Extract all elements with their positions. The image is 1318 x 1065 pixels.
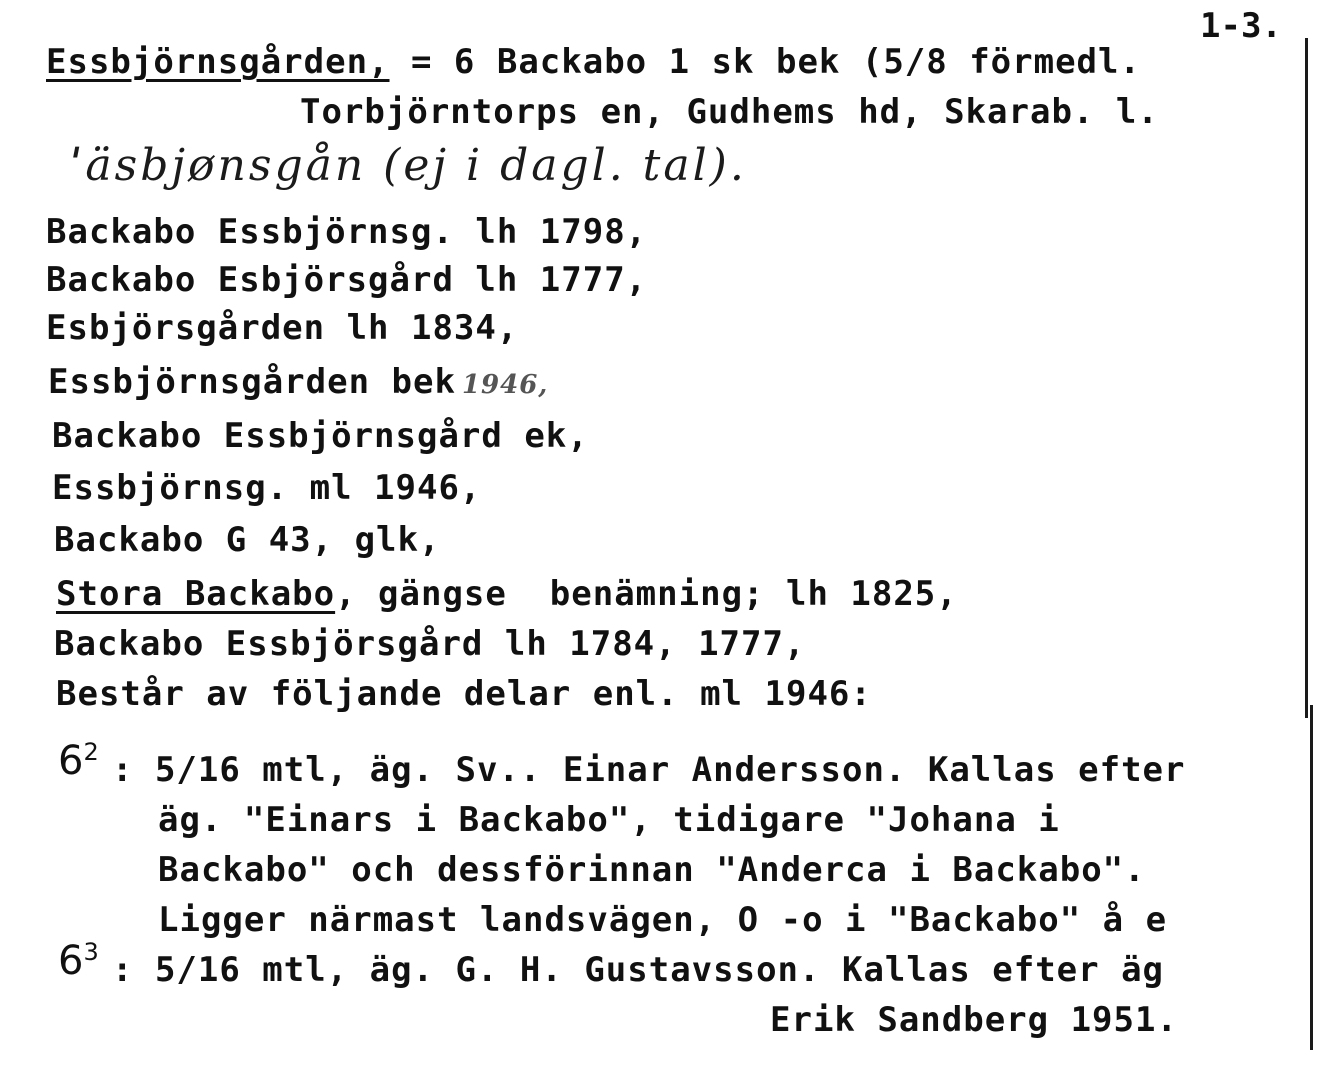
part-line: : 5/16 mtl, äg. G. H. Gustavsson. Kallas efter äg xyxy=(112,950,1165,990)
part-label: $6^3$ xyxy=(58,938,99,984)
card-number: 1-3. xyxy=(1200,6,1282,46)
form-line: Essbjörnsg. ml 1946, xyxy=(52,468,482,508)
part-line: Backabo" och dessförinnan "Anderса i Backabo". xyxy=(158,850,1146,890)
form-line: Backabo Essbjörnsgård ek, xyxy=(52,416,589,456)
part-line: äg. "Einars i Backabo", tidigare "Johana i xyxy=(158,800,1060,840)
header-line-1 xyxy=(46,42,1141,82)
header-rest: = 6 Backabo 1 sk bek (5/8 förmedl. xyxy=(389,42,1141,82)
part-line: : 5/16 mtl, äg. Sv.. Einar Andersson. Kallas efter xyxy=(112,750,1186,790)
form-line: Består av följande delar enl. ml 1946: xyxy=(56,674,872,714)
stora-name: Stora Backabo xyxy=(56,574,336,614)
stora-line xyxy=(56,574,958,614)
signature: Erik Sandberg 1951. xyxy=(770,1000,1178,1040)
handwritten-year: 1946, xyxy=(461,370,549,400)
part-label: $6^2$ xyxy=(58,738,99,784)
handwritten-pronunciation: ˈäsbjønsgån (ej i dagl. tal). xyxy=(70,140,747,191)
header-line-2: Torbjörntorps en, Gudhems hd, Skarab. l. xyxy=(300,92,1159,132)
stora-rest: , gängse benämning; lh 1825, xyxy=(335,574,958,614)
place-name: Essbjörnsgården, xyxy=(46,42,390,82)
part-line: Ligger närmast landsvägen, O -o i "Backabo" å e xyxy=(158,900,1168,940)
card-edge-line xyxy=(1305,38,1308,718)
form-line: Backabo G 43, glk, xyxy=(54,520,441,560)
form-line: Backabo Essbjörsgård lh 1784, 1777, xyxy=(54,624,806,664)
card-edge-line xyxy=(1310,705,1313,1050)
form-line xyxy=(48,362,549,405)
form-line: Backabo Essbjörnsg. lh 1798, xyxy=(46,212,648,252)
form-text: Essbjörnsgården bek xyxy=(48,362,456,402)
form-line: Esbjörsgården lh 1834, xyxy=(46,308,519,348)
form-line: Backabo Esbjörsgård lh 1777, xyxy=(46,260,648,300)
